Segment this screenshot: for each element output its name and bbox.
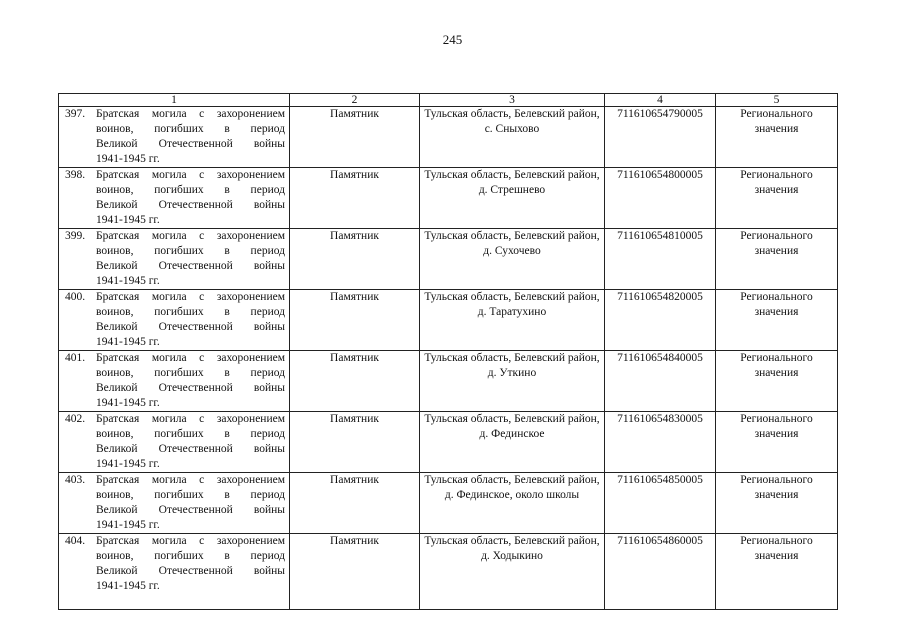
object-name-line: Братская могила с захоронением: [96, 413, 285, 425]
object-name-line: воинов, погибших в период: [96, 550, 285, 562]
table-row: [59, 107, 838, 168]
object-name-line: Великой Отечественной войны: [96, 138, 285, 150]
row-number: 404.: [65, 535, 86, 547]
object-name-cell: [59, 229, 290, 290]
significance-cell: Регионального значения: [716, 412, 838, 473]
address-cell: Тульская область, Белевский район, д. Сухочево: [420, 229, 605, 290]
object-type-cell: Памятник: [290, 412, 420, 473]
object-name-cell: [59, 351, 290, 412]
object-name-line: 1941-1945 гг.: [96, 275, 160, 287]
object-name-line: воинов, погибших в период: [96, 245, 285, 257]
object-type-cell: Памятник: [290, 534, 420, 610]
row-number: 402.: [65, 413, 86, 425]
object-name-line: воинов, погибших в период: [96, 184, 285, 196]
object-name-line: воинов, погибших в период: [96, 428, 285, 440]
object-name-cell: [59, 290, 290, 351]
column-number-row: [59, 94, 838, 107]
table-row: [59, 290, 838, 351]
significance-cell: Регионального значения: [716, 473, 838, 534]
object-type-cell: Памятник: [290, 290, 420, 351]
row-number: 400.: [65, 291, 86, 303]
address-cell: Тульская область, Белевский район, с. Сныхово: [420, 107, 605, 168]
object-type-cell: Памятник: [290, 168, 420, 229]
column-header-5: 5: [716, 94, 838, 107]
object-name-cell: [59, 412, 290, 473]
address-cell: Тульская область, Белевский район, д. Фединское: [420, 412, 605, 473]
object-name-line: 1941-1945 гг.: [96, 458, 160, 470]
object-name-line: воинов, погибших в период: [96, 489, 285, 501]
registry-code-cell: 711610654850005: [605, 473, 716, 534]
object-name-line: 1941-1945 гг.: [96, 580, 160, 592]
object-name-line: Великой Отечественной войны: [96, 504, 285, 516]
significance-cell: Регионального значения: [716, 229, 838, 290]
registry-code-cell: 711610654790005: [605, 107, 716, 168]
registry-code-cell: 711610654840005: [605, 351, 716, 412]
row-number: 397.: [65, 108, 86, 120]
object-type-cell: Памятник: [290, 351, 420, 412]
object-name-line: Великой Отечественной войны: [96, 321, 285, 333]
object-name-line: воинов, погибших в период: [96, 123, 285, 135]
object-name-line: Великой Отечественной войны: [96, 443, 285, 455]
object-name-line: 1941-1945 гг.: [96, 336, 160, 348]
object-type-cell: Памятник: [290, 473, 420, 534]
address-cell: Тульская область, Белевский район, д. Стрешнево: [420, 168, 605, 229]
column-header-3: 3: [420, 94, 605, 107]
object-name-line: 1941-1945 гг.: [96, 519, 160, 531]
object-name-line: воинов, погибших в период: [96, 367, 285, 379]
object-name-line: Братская могила с захоронением: [96, 108, 285, 120]
column-header-2: 2: [290, 94, 420, 107]
column-header-4: 4: [605, 94, 716, 107]
address-cell: Тульская область, Белевский район, д. Фединское, около школы: [420, 473, 605, 534]
registry-code-cell: 711610654830005: [605, 412, 716, 473]
significance-cell: Регионального значения: [716, 168, 838, 229]
row-number: 403.: [65, 474, 86, 486]
object-name-line: Великой Отечественной войны: [96, 260, 285, 272]
object-name-line: Великой Отечественной войны: [96, 382, 285, 394]
object-name-line: Братская могила с захоронением: [96, 230, 285, 242]
object-name-line: Великой Отечественной войны: [96, 199, 285, 211]
object-name-cell: [59, 473, 290, 534]
table-row: [59, 351, 838, 412]
object-name-line: Братская могила с захоронением: [96, 474, 285, 486]
object-name-line: 1941-1945 гг.: [96, 153, 160, 165]
table-row: [59, 473, 838, 534]
object-name-cell: [59, 168, 290, 229]
significance-cell: Регионального значения: [716, 107, 838, 168]
column-header-1: 1: [59, 94, 290, 107]
row-number: 398.: [65, 169, 86, 181]
address-cell: Тульская область, Белевский район, д. Ходыкино: [420, 534, 605, 610]
table-row: [59, 229, 838, 290]
registry-code-cell: 711610654820005: [605, 290, 716, 351]
table-row: [59, 534, 838, 610]
page-number: 245: [442, 32, 463, 47]
object-name-line: 1941-1945 гг.: [96, 397, 160, 409]
object-name-cell: [59, 534, 290, 610]
address-cell: Тульская область, Белевский район, д. Уткино: [420, 351, 605, 412]
object-name-cell: [59, 107, 290, 168]
row-number: 399.: [65, 230, 86, 242]
registry-code-cell: 711610654810005: [605, 229, 716, 290]
object-name-line: Братская могила с захоронением: [96, 352, 285, 364]
object-type-cell: Памятник: [290, 229, 420, 290]
address-cell: Тульская область, Белевский район, д. Таратухино: [420, 290, 605, 351]
registry-code-cell: 711610654800005: [605, 168, 716, 229]
object-type-cell: Памятник: [290, 107, 420, 168]
row-number: 401.: [65, 352, 86, 364]
object-name-line: воинов, погибших в период: [96, 306, 285, 318]
significance-cell: Регионального значения: [716, 290, 838, 351]
registry-code-cell: 711610654860005: [605, 534, 716, 610]
significance-cell: Регионального значения: [716, 534, 838, 610]
table-row: [59, 412, 838, 473]
significance-cell: Регионального значения: [716, 351, 838, 412]
table-row: [59, 168, 838, 229]
object-name-line: 1941-1945 гг.: [96, 214, 160, 226]
object-name-line: Братская могила с захоронением: [96, 169, 285, 181]
heritage-registry-table: [58, 93, 838, 610]
object-name-line: Великой Отечественной войны: [96, 565, 285, 577]
object-name-line: Братская могила с захоронением: [96, 291, 285, 303]
object-name-line: Братская могила с захоронением: [96, 535, 285, 547]
